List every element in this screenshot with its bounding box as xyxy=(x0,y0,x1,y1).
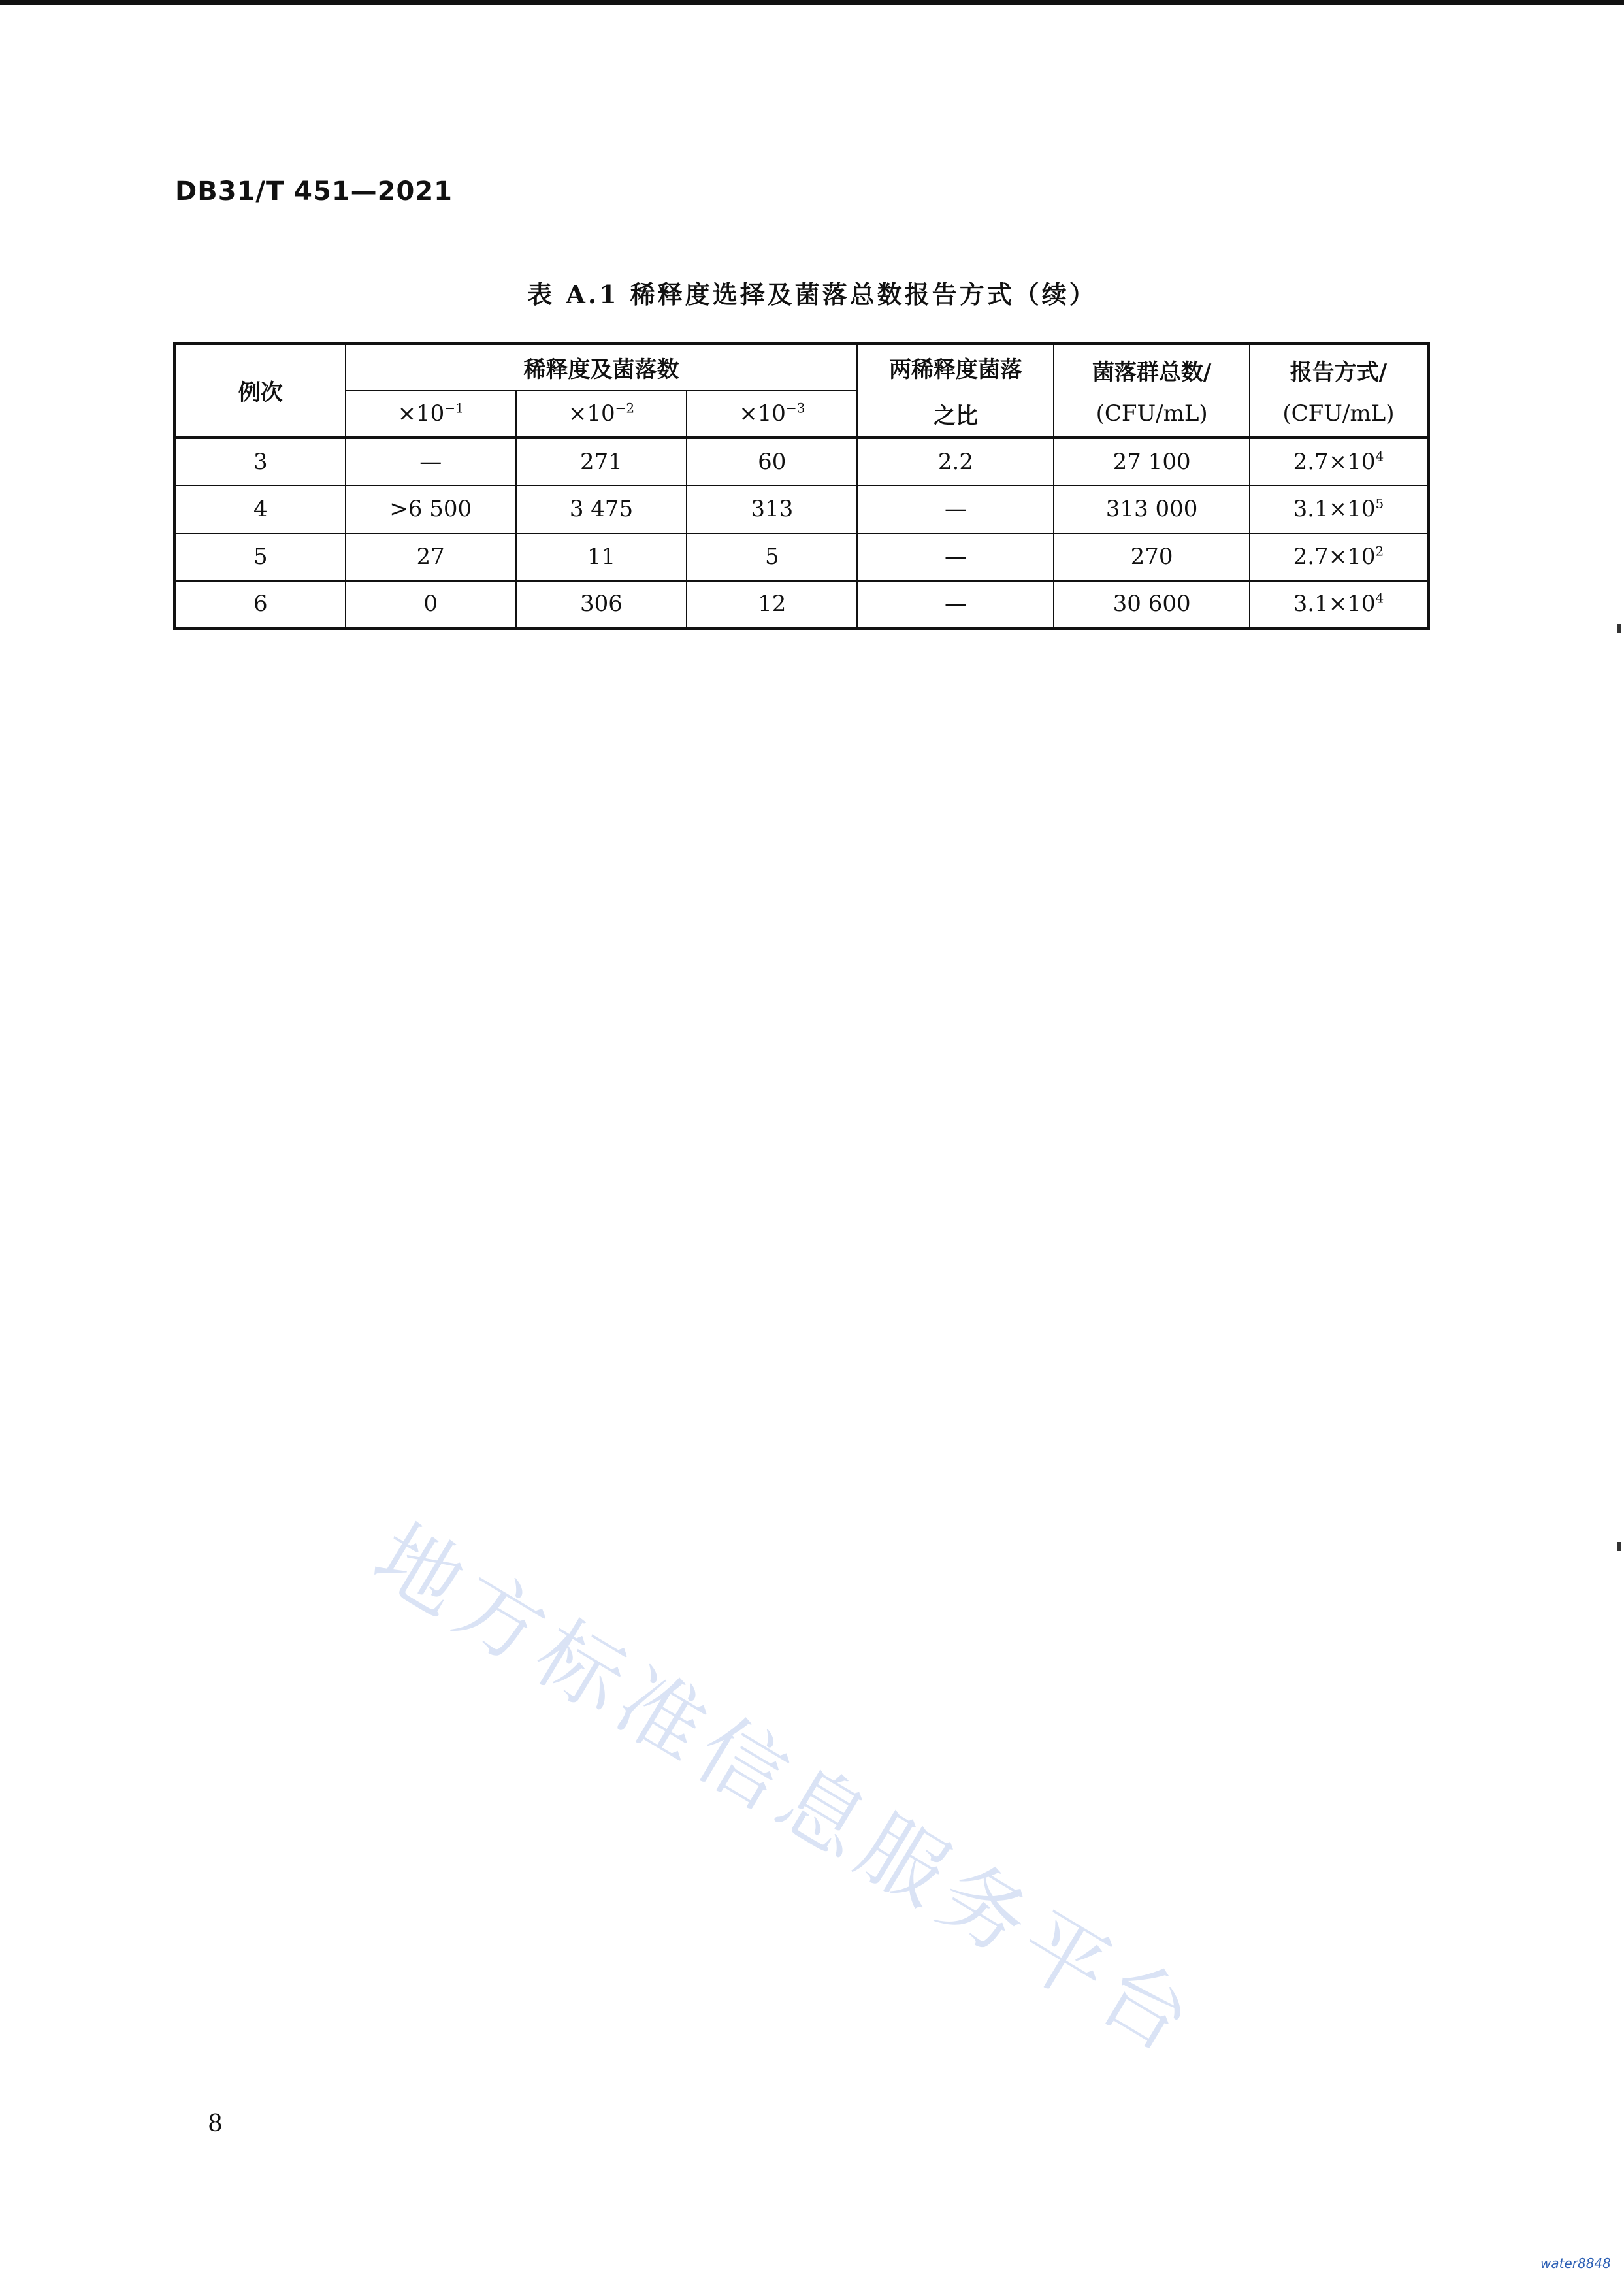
top-border xyxy=(0,0,1624,5)
table-row xyxy=(175,533,1429,581)
cell-ratio: — xyxy=(857,485,1054,533)
cell-dilution-2: 11 xyxy=(516,533,687,581)
header-total-line1: 菌落群总数/ xyxy=(1092,359,1212,386)
cell-total: 313 000 xyxy=(1054,485,1249,533)
header-report-line1: 报告方式/ xyxy=(1290,359,1388,386)
cell-report: $3.1\times 10^4$ xyxy=(1250,581,1429,629)
cell-dilution-2: 271 xyxy=(516,438,687,485)
cell-dilution-1: — xyxy=(346,438,516,485)
cell-ratio: — xyxy=(857,533,1054,581)
header-report xyxy=(1250,344,1429,438)
header-ratio xyxy=(857,344,1054,438)
dilution-table xyxy=(173,342,1430,630)
cell-dilution-1: 0 xyxy=(346,581,516,629)
cell-report: $2.7\times 10^4$ xyxy=(1250,438,1429,485)
cell-dilution-1: >6 500 xyxy=(346,485,516,533)
header-dilution-3: $\times 10^{-3}$ xyxy=(687,391,857,438)
scan-mark xyxy=(1617,1542,1621,1551)
cell-dilution-3: 5 xyxy=(687,533,857,581)
watermark: 地方标准信息服务平台 xyxy=(357,1505,1215,2075)
table-row xyxy=(175,438,1429,485)
cell-dilution-3: 60 xyxy=(687,438,857,485)
cell-total: 27 100 xyxy=(1054,438,1249,485)
cell-dilution-2: 3 475 xyxy=(516,485,687,533)
cell-ratio: 2.2 xyxy=(857,438,1054,485)
header-dilution-group: 稀释度及菌落数 xyxy=(346,344,858,391)
header-ratio-line1: 两稀释度菌落 xyxy=(888,356,1022,383)
cell-dilution-1: 27 xyxy=(346,533,516,581)
cell-total: 30 600 xyxy=(1054,581,1249,629)
scan-mark xyxy=(1617,624,1621,633)
document-code: DB31/T 451—2021 xyxy=(175,176,453,206)
cell-dilution-2: 306 xyxy=(516,581,687,629)
cell-case: 4 xyxy=(175,485,346,533)
header-total xyxy=(1054,344,1249,438)
header-dilution-2: $\times 10^{-2}$ xyxy=(516,391,687,438)
cell-case: 6 xyxy=(175,581,346,629)
cell-ratio: — xyxy=(857,581,1054,629)
header-ratio-line2: 之比 xyxy=(933,402,978,429)
header-total-line2: (CFU/mL) xyxy=(1096,401,1208,427)
cell-report: $3.1\times 10^5$ xyxy=(1250,485,1429,533)
cell-total: 270 xyxy=(1054,533,1249,581)
cell-case: 5 xyxy=(175,533,346,581)
table-title: 表 A.1 稀释度选择及菌落总数报告方式（续） xyxy=(527,280,1097,309)
header-report-line2: (CFU/mL) xyxy=(1282,401,1395,427)
table-row xyxy=(175,581,1429,629)
page-number: 8 xyxy=(208,2110,223,2137)
cell-case: 3 xyxy=(175,438,346,485)
cell-dilution-3: 12 xyxy=(687,581,857,629)
header-row-1 xyxy=(175,344,1429,391)
cell-report: $2.7\times 10^2$ xyxy=(1250,533,1429,581)
header-case: 例次 xyxy=(175,344,346,438)
header-dilution-1: $\times 10^{-1}$ xyxy=(346,391,516,438)
site-logo: water8848 xyxy=(1540,2255,1611,2271)
table-row xyxy=(175,485,1429,533)
cell-dilution-3: 313 xyxy=(687,485,857,533)
